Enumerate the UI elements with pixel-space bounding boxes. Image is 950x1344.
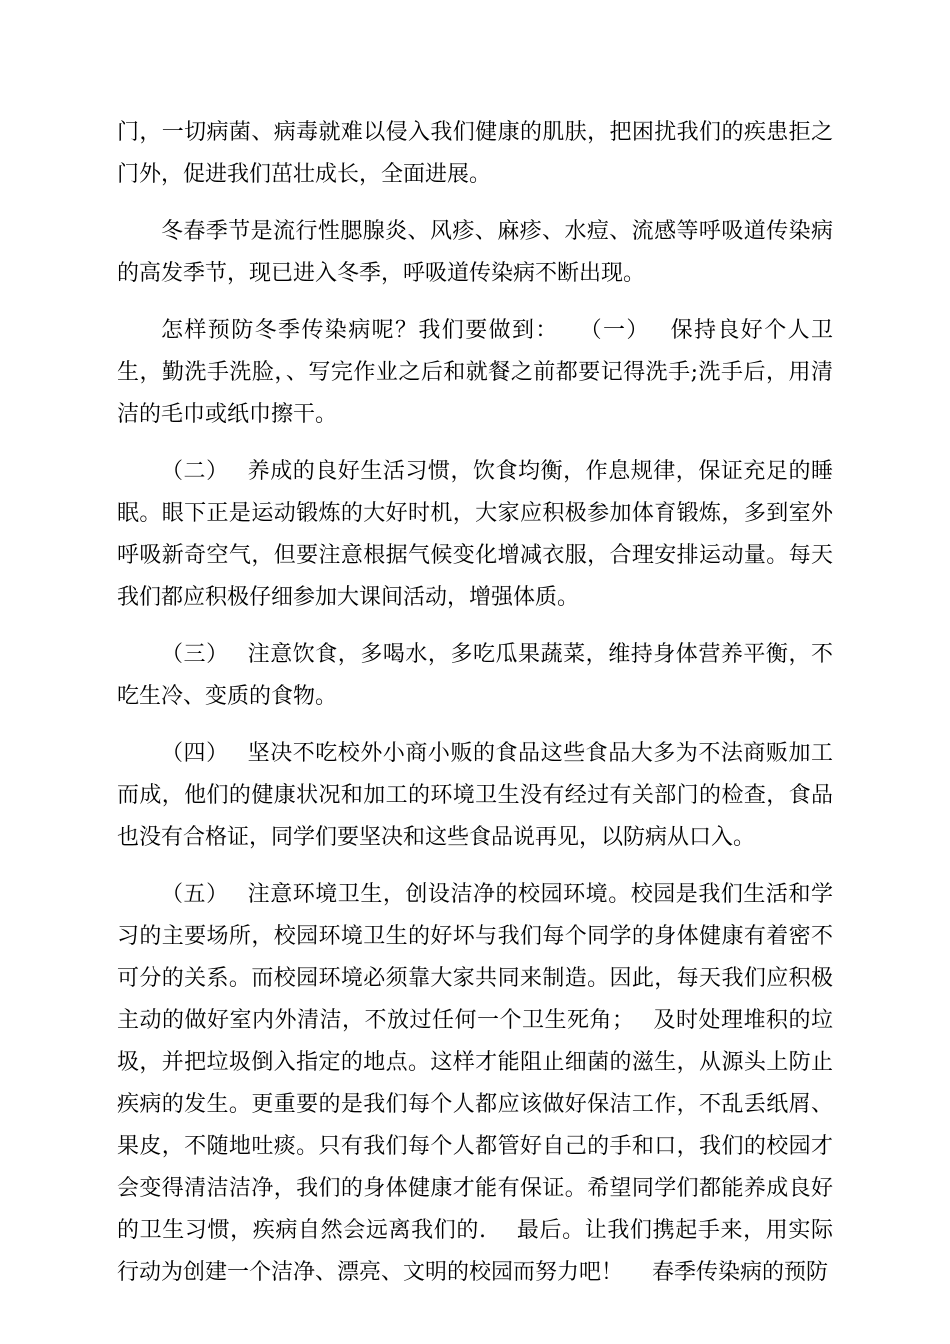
- paragraph-7: （五） 注意环境卫生，创设洁净的校园环境。校园是我们生活和学习的主要场所，校园环境卫生的好坏与我们每个同学的身体健康有着密不可分的关系。而校园环境必须靠大家共同来制造。因此，每天我们应积极主动的做好室内外清洁，不放过任何一个卫生死角； 及时处理堆积的垃圾，并把垃圾倒入指定的地点。这样才能阻止细菌的滋生，从源头上防止疾病的发生。更重要的是我们每个人都应该做好保洁工作，不乱丢纸屑、果皮，不随地吐痰。只有我们每个人都管好自己的手和口，我们的校园才会变得清洁洁净，我们的身体健康才能有保证。希望同学们都能养成良好的卫生习惯，疾病自然会远离我们的. 最后。让我们携起手来，用实际行动为创建一个洁净、漂亮、文明的校园而努力吧！ 春季传染病的预防: [117, 882, 833, 1285]
- paragraph-3: 怎样预防冬季传染病呢？我们要做到： （一） 保持良好个人卫生，勤洗手洗脸，、写完作业之后和就餐之前都要记得洗手;洗手后，用清洁的毛巾或纸巾擦干。: [117, 318, 833, 427]
- paragraph-4: （二） 养成的良好生活习惯，饮食均衡，作息规律，保证充足的睡眠。眼下正是运动锻炼的大好时机，大家应积极参加体育锻炼，多到室外呼吸新奇空气，但要注意根据气候变化增减衣服，合理安排运动量。每天我们都应积极仔细参加大课间活动，增强体质。: [117, 459, 833, 610]
- document-body: [117, 112, 833, 1309]
- paragraph-1: 门，一切病菌、病毒就难以侵入我们健康的肌肤，把困扰我们的疾患拒之门外，促进我们茁壮成长，全面进展。: [117, 120, 833, 187]
- paragraph-2: 冬春季节是流行性腮腺炎、风疹、麻疹、水痘、流感等呼吸道传染病的高发季节，现已进入冬季，呼吸道传染病不断出现。: [117, 219, 833, 286]
- paragraph-6: （四） 坚决不吃校外小商小贩的食品这些食品大多为不法商贩加工而成，他们的健康状况和加工的环境卫生没有经过有关部门的检查，食品也没有合格证，同学们要坚决和这些食品说再见，以防病从口入。: [117, 741, 833, 850]
- paragraph-5: （三） 注意饮食，多喝水，多吃瓜果蔬菜，维持身体营养平衡，不吃生冷、变质的食物。: [117, 642, 833, 709]
